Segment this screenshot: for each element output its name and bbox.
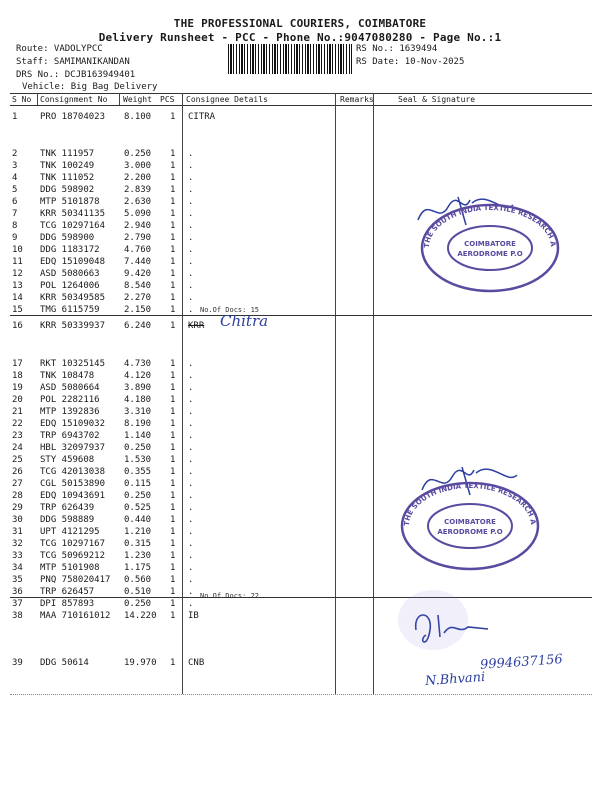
row-pcs: 1 — [170, 269, 176, 279]
rs-number: RS No.: 1639494 — [356, 44, 438, 54]
row-consignment-no: DDG 598900 — [40, 233, 95, 243]
col-divider-consignee — [182, 93, 183, 694]
row-sno: 7 — [12, 209, 18, 219]
row-weight: 3.310 — [124, 407, 152, 417]
row-consignee: . — [188, 371, 194, 381]
row-sno: 6 — [12, 197, 18, 207]
row-weight: 0.355 — [124, 467, 152, 477]
row-pcs: 1 — [170, 503, 176, 513]
row-sno: 2 — [12, 149, 18, 159]
row-consignment-no: POL 1264006 — [40, 281, 100, 291]
row-consignment-no: TRP 6943702 — [40, 431, 100, 441]
row-weight: 2.150 — [124, 305, 152, 315]
row-pcs: 1 — [170, 443, 176, 453]
row-weight: 0.440 — [124, 515, 152, 525]
row-weight: 0.315 — [124, 539, 152, 549]
row-weight: 2.940 — [124, 221, 152, 231]
row-pcs: 1 — [170, 455, 176, 465]
row-pcs: 1 — [170, 431, 176, 441]
row-pcs: 1 — [170, 419, 176, 429]
row-sno: 21 — [12, 407, 23, 417]
row-weight: 14.220 — [124, 611, 157, 621]
row-pcs: 1 — [170, 149, 176, 159]
row-consignee: . — [188, 491, 194, 501]
row-pcs: 1 — [170, 563, 176, 573]
row-consignment-no: TNK 108478 — [40, 371, 95, 381]
row-weight: 0.560 — [124, 575, 152, 585]
row-weight: 3.000 — [124, 161, 152, 171]
row-weight: 4.180 — [124, 395, 152, 405]
row-sno: 36 — [12, 587, 23, 597]
row-pcs: 1 — [170, 658, 176, 668]
row-consignee: . — [188, 149, 194, 159]
row-weight: 7.440 — [124, 257, 152, 267]
stamp-city: COIMBATORE — [464, 240, 516, 248]
row-consignee: KRR — [188, 321, 205, 331]
row-pcs: 1 — [170, 321, 176, 331]
col-header-seal: Seal & Signature — [398, 95, 476, 104]
row-consignment-no: ASD 5080664 — [40, 383, 100, 393]
vehicle-label: Vehicle: Big Bag Delivery — [22, 82, 158, 92]
handwritten-phone: 9994637156 — [479, 652, 564, 673]
col-divider — [119, 93, 120, 105]
row-consignment-no: MTP 5101878 — [40, 197, 100, 207]
row-sno: 17 — [12, 359, 23, 369]
row-pcs: 1 — [170, 173, 176, 183]
row-sno: 30 — [12, 515, 23, 525]
row-sno: 28 — [12, 491, 23, 501]
row-sno: 14 — [12, 293, 23, 303]
row-sno: 8 — [12, 221, 18, 231]
runsheet-subtitle: Delivery Runsheet - PCC - Phone No.:9047080280 - Page No.:1 — [98, 31, 502, 44]
col-header-pcs: PCS — [160, 95, 175, 104]
col-divider-remarks — [335, 93, 336, 694]
row-consignment-no: EDQ 15109032 — [40, 419, 106, 429]
row-consignee: . — [188, 563, 194, 573]
row-pcs: 1 — [170, 305, 176, 315]
drs-number: DRS No.: DCJB163949401 — [16, 70, 136, 80]
row-sno: 34 — [12, 563, 23, 573]
stamp-po: AERODROME P.O — [457, 250, 523, 258]
row-weight: 8.190 — [124, 419, 152, 429]
row-pcs: 1 — [170, 395, 176, 405]
row-pcs: 1 — [170, 245, 176, 255]
stamp-ring-text: THE SOUTH INDIA TEXTILE RESEARCH A — [402, 481, 538, 527]
row-consignee: . — [188, 221, 194, 231]
row-pcs: 1 — [170, 293, 176, 303]
row-sno: 25 — [12, 455, 23, 465]
row-sno: 9 — [12, 233, 18, 243]
row-consignee: . — [188, 161, 194, 171]
row-consignee: . — [188, 539, 194, 549]
row-weight: 1.230 — [124, 551, 152, 561]
row-sno: 37 — [12, 599, 23, 609]
seal-stamp — [395, 478, 545, 577]
row-sno: 29 — [12, 503, 23, 513]
docs-count: No.Of Docs: 22 — [200, 592, 260, 600]
row-consignment-no: DDG 598902 — [40, 185, 95, 195]
row-consignee: . — [188, 527, 194, 537]
row-sno: 20 — [12, 395, 23, 405]
staff-label: Staff: SAMIMANIKANDAN — [16, 57, 130, 67]
handwritten-receiver-name: N.Bhvani — [424, 669, 486, 690]
row-consignee: . — [188, 383, 194, 393]
row-pcs: 1 — [170, 185, 176, 195]
row-weight: 2.839 — [124, 185, 152, 195]
row-pcs: 1 — [170, 281, 176, 291]
stamp-ring-text: THE SOUTH INDIA TEXTILE RESEARCH A — [422, 203, 558, 249]
row-weight: 1.140 — [124, 431, 152, 441]
row-pcs: 1 — [170, 407, 176, 417]
row-consignment-no: MTP 5101908 — [40, 563, 100, 573]
row-consignee: . — [188, 467, 194, 477]
header-bottom-border — [10, 105, 592, 106]
row-pcs: 1 — [170, 611, 176, 621]
row-weight: 0.250 — [124, 443, 152, 453]
row-consignee: . — [188, 305, 194, 315]
row-pcs: 1 — [170, 257, 176, 267]
row-consignment-no: PRO 18704023 — [40, 112, 106, 122]
row-consignment-no: DPI 857893 — [40, 599, 95, 609]
row-weight: 2.200 — [124, 173, 152, 183]
row-pcs: 1 — [170, 209, 176, 219]
row-consignment-no: CGL 50153890 — [40, 479, 106, 489]
row-consignment-no: MTP 1392836 — [40, 407, 100, 417]
row-sno: 32 — [12, 539, 23, 549]
row-consignee: CITRA — [188, 112, 216, 122]
row-sno: 33 — [12, 551, 23, 561]
row-pcs: 1 — [170, 112, 176, 122]
row-consignment-no: EDQ 10943691 — [40, 491, 106, 501]
row-consignment-no: TCG 10297164 — [40, 221, 106, 231]
row-sno: 16 — [12, 321, 23, 331]
seal-stamp — [415, 200, 565, 299]
row-pcs: 1 — [170, 479, 176, 489]
row-consignee: . — [188, 599, 194, 609]
col-divider — [37, 93, 38, 105]
row-consignee: IB — [188, 611, 199, 621]
row-consignment-no: TRP 626457 — [40, 587, 95, 597]
row-consignee: . — [188, 515, 194, 525]
row-pcs: 1 — [170, 233, 176, 243]
row-pcs: 1 — [170, 467, 176, 477]
row-sno: 27 — [12, 479, 23, 489]
row-sno: 3 — [12, 161, 18, 171]
row-weight: 2.790 — [124, 233, 152, 243]
row-weight: 1.210 — [124, 527, 152, 537]
row-sno: 12 — [12, 269, 23, 279]
row-consignee: CNB — [188, 658, 205, 668]
route-label: Route: VADOLYPCC — [16, 44, 103, 54]
row-weight: 1.530 — [124, 455, 152, 465]
stamp-graphic — [415, 200, 565, 295]
row-sno: 5 — [12, 185, 18, 195]
table-top-border — [10, 93, 592, 94]
row-consignee: . — [188, 419, 194, 429]
row-consignee: . — [188, 587, 194, 597]
row-pcs: 1 — [170, 575, 176, 585]
row-consignment-no: KRR 50341135 — [40, 209, 106, 219]
row-sno: 35 — [12, 575, 23, 585]
row-weight: 1.175 — [124, 563, 152, 573]
row-pcs: 1 — [170, 383, 176, 393]
row-consignee: . — [188, 455, 194, 465]
row-consignee: . — [188, 185, 194, 195]
row-consignee: . — [188, 395, 194, 405]
row-consignee: . — [188, 503, 194, 513]
col-header-consignment: Consignment No — [40, 95, 108, 104]
row-pcs: 1 — [170, 371, 176, 381]
row-consignment-no: DDG 50614 — [40, 658, 89, 668]
row-sno: 26 — [12, 467, 23, 477]
row-weight: 6.240 — [124, 321, 152, 331]
col-header-remarks: Remarks — [340, 95, 374, 104]
row-consignment-no: EDQ 15109048 — [40, 257, 106, 267]
row-consignee: . — [188, 443, 194, 453]
handwritten-consignee-name: Chitra — [220, 312, 269, 330]
company-title: THE PROFESSIONAL COURIERS, COIMBATORE — [173, 17, 427, 30]
row-pcs: 1 — [170, 197, 176, 207]
stamp-city: COIMBATORE — [444, 518, 496, 526]
row-consignment-no: TRP 626439 — [40, 503, 95, 513]
row-consignment-no: HBL 32097937 — [40, 443, 106, 453]
row-weight: 0.250 — [124, 599, 152, 609]
row-sno: 18 — [12, 371, 23, 381]
row-consignee: . — [188, 233, 194, 243]
row-consignment-no: TCG 10297167 — [40, 539, 106, 549]
row-weight: 0.525 — [124, 503, 152, 513]
row-pcs: 1 — [170, 491, 176, 501]
row-sno: 13 — [12, 281, 23, 291]
row-weight: 5.090 — [124, 209, 152, 219]
row-consignee: . — [188, 257, 194, 267]
row-pcs: 1 — [170, 599, 176, 609]
col-header-consignee: Consignee Details — [186, 95, 268, 104]
col-header-sno: S No — [12, 95, 32, 104]
row-weight: 8.100 — [124, 112, 152, 122]
group-separator — [10, 597, 592, 598]
row-pcs: 1 — [170, 527, 176, 537]
row-consignment-no: TMG 6115759 — [40, 305, 100, 315]
row-consignment-no: DDG 598889 — [40, 515, 95, 525]
row-consignment-no: UPT 4121295 — [40, 527, 100, 537]
row-consignee: . — [188, 197, 194, 207]
row-sno: 22 — [12, 419, 23, 429]
row-weight: 4.760 — [124, 245, 152, 255]
row-sno: 1 — [12, 112, 18, 122]
row-consignee: . — [188, 293, 194, 303]
row-sno: 15 — [12, 305, 23, 315]
row-sno: 38 — [12, 611, 23, 621]
row-pcs: 1 — [170, 359, 176, 369]
row-consignee: . — [188, 431, 194, 441]
row-sno: 11 — [12, 257, 23, 267]
row-consignment-no: PNQ 758020417 — [40, 575, 111, 585]
row-consignment-no: KRR 50339937 — [40, 321, 106, 331]
row-sno: 19 — [12, 383, 23, 393]
row-consignment-no: MAA 710161012 — [40, 611, 111, 621]
row-weight: 4.730 — [124, 359, 152, 369]
row-consignee: . — [188, 359, 194, 369]
row-pcs: 1 — [170, 551, 176, 561]
row-consignee: . — [188, 479, 194, 489]
row-weight: 9.420 — [124, 269, 152, 279]
row-consignment-no: KRR 50349585 — [40, 293, 106, 303]
row-pcs: 1 — [170, 539, 176, 549]
row-consignment-no: DDG 1183172 — [40, 245, 100, 255]
row-consignment-no: TNK 111957 — [40, 149, 95, 159]
row-consignee: . — [188, 269, 194, 279]
row-sno: 24 — [12, 443, 23, 453]
row-pcs: 1 — [170, 221, 176, 231]
rs-date: RS Date: 10-Nov-2025 — [356, 57, 465, 67]
row-pcs: 1 — [170, 587, 176, 597]
row-weight: 0.510 — [124, 587, 152, 597]
row-consignee: . — [188, 245, 194, 255]
row-weight: 0.250 — [124, 491, 152, 501]
row-weight: 4.120 — [124, 371, 152, 381]
row-consignee: . — [188, 281, 194, 291]
row-weight: 8.540 — [124, 281, 152, 291]
row-sno: 23 — [12, 431, 23, 441]
row-consignment-no: RKT 10325145 — [40, 359, 106, 369]
faded-stamp — [398, 590, 468, 650]
row-pcs: 1 — [170, 161, 176, 171]
row-consignment-no: TCG 42013038 — [40, 467, 106, 477]
row-pcs: 1 — [170, 515, 176, 525]
row-consignee: . — [188, 551, 194, 561]
row-weight: 0.250 — [124, 149, 152, 159]
stamp-po: AERODROME P.O — [437, 528, 503, 536]
row-consignee: . — [188, 575, 194, 585]
row-weight: 0.115 — [124, 479, 152, 489]
row-sno: 10 — [12, 245, 23, 255]
row-consignment-no: ASD 5080663 — [40, 269, 100, 279]
row-sno: 39 — [12, 658, 23, 668]
row-consignment-no: TCG 50969212 — [40, 551, 106, 561]
row-weight: 3.890 — [124, 383, 152, 393]
group-separator — [10, 315, 592, 316]
row-weight: 19.970 — [124, 658, 157, 668]
stamp-graphic — [395, 478, 545, 573]
row-sno: 4 — [12, 173, 18, 183]
col-divider-seal — [373, 93, 374, 694]
row-consignment-no: TNK 100249 — [40, 161, 95, 171]
row-consignee: . — [188, 173, 194, 183]
barcode — [228, 44, 352, 74]
row-consignment-no: STY 459608 — [40, 455, 95, 465]
row-consignment-no: POL 2282116 — [40, 395, 100, 405]
docs-count: No.Of Docs: 15 — [200, 306, 260, 314]
row-consignee: . — [188, 209, 194, 219]
table-bottom-border — [10, 694, 592, 695]
row-consignment-no: TNK 111052 — [40, 173, 95, 183]
col-header-weight: Weight — [123, 95, 152, 104]
row-sno: 31 — [12, 527, 23, 537]
row-weight: 2.630 — [124, 197, 152, 207]
row-consignee: . — [188, 407, 194, 417]
row-weight: 2.270 — [124, 293, 152, 303]
